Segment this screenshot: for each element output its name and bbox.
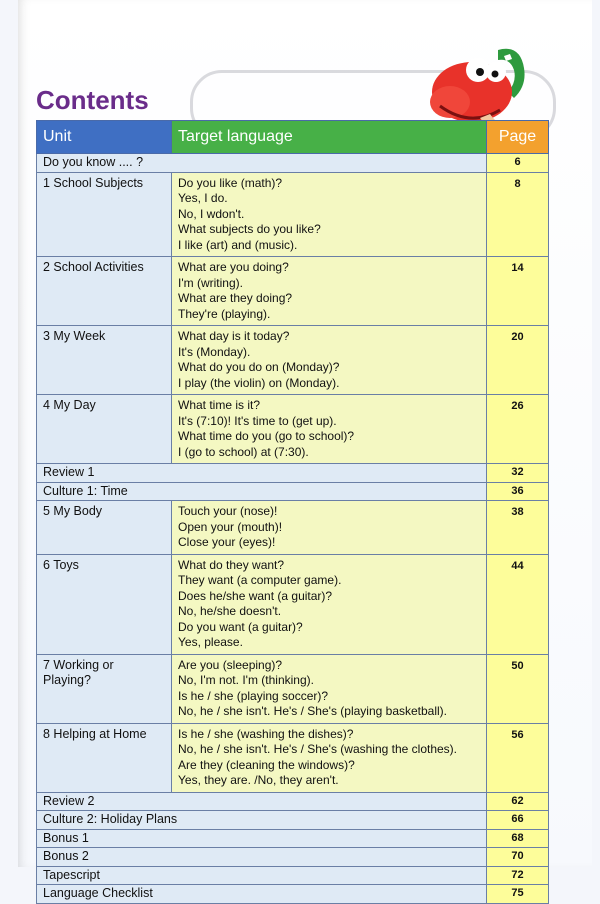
unit-title: 2 School Activities — [37, 257, 172, 326]
unit-title: 6 Toys — [37, 554, 172, 654]
target-language-line: What time do you (go to school)? — [178, 429, 355, 443]
page-number: 70 — [487, 848, 549, 867]
contents-table — [36, 120, 549, 904]
table-row — [37, 501, 549, 555]
target-language-line: Are you (sleeping)? — [178, 657, 283, 672]
target-language-line: Touch your (nose)! — [178, 504, 278, 518]
table-row — [37, 654, 549, 723]
page-number: 26 — [487, 395, 549, 464]
target-language-cell — [172, 395, 487, 464]
target-language-line: Close your (eyes)! — [178, 535, 276, 549]
page-number: 36 — [487, 482, 549, 501]
table-row — [37, 154, 549, 173]
table-row — [37, 482, 549, 501]
table-row — [37, 172, 549, 257]
unit-title: 5 My Body — [37, 501, 172, 555]
page-number: 68 — [487, 829, 549, 848]
table-row — [37, 792, 549, 811]
section-title: Do you know .... ? — [37, 154, 487, 173]
section-title: Review 1 — [37, 464, 487, 483]
target-language-line: No, he / she isn't. He's / She's (playing basketball). — [178, 704, 448, 718]
target-language-cell — [172, 257, 487, 326]
language-column-header: Target language — [172, 121, 487, 154]
page-number: 6 — [487, 154, 549, 173]
page-number: 72 — [487, 866, 549, 885]
target-language-line: No, he/she doesn't. — [178, 604, 282, 618]
target-language-line: No, I'm not. I'm (thinking). — [178, 673, 314, 687]
target-language-line: Open your (mouth)! — [178, 519, 283, 534]
unit-title: 1 School Subjects — [37, 172, 172, 257]
section-title: Bonus 2 — [37, 848, 487, 867]
section-title: Culture 1: Time — [37, 482, 487, 501]
page-number: 38 — [487, 501, 549, 555]
target-language-line: What do they want? — [178, 557, 285, 572]
page-number: 75 — [487, 885, 549, 904]
table-row — [37, 829, 549, 848]
page-number: 20 — [487, 326, 549, 395]
target-language-line: I'm (writing). — [178, 275, 243, 290]
target-language-line: What time is it? — [178, 398, 261, 412]
unit-column-header: Unit — [37, 121, 172, 154]
target-language-line: Is he / she (washing the dishes)? — [178, 726, 354, 741]
section-title: Tapescript — [37, 866, 487, 885]
target-language-cell — [172, 554, 487, 654]
table-row — [37, 723, 549, 792]
target-language-line: No, he / she isn't. He's / She's (washing the clothes). — [178, 742, 458, 756]
target-language-line: Yes, please. — [178, 635, 243, 649]
section-title: Review 2 — [37, 792, 487, 811]
target-language-line: It's (Monday). — [178, 344, 251, 359]
table-header — [37, 121, 549, 154]
target-language-line: Is he / she (playing soccer)? — [178, 688, 329, 703]
target-language-line: It's (7:10)! It's time to (get up). — [178, 413, 337, 428]
target-language-line: What day is it today? — [178, 329, 290, 343]
target-language-line: What do you do on (Monday)? — [178, 360, 340, 374]
target-language-line: Do you like (math)? — [178, 175, 283, 190]
page-number: 50 — [487, 654, 549, 723]
page-number: 62 — [487, 792, 549, 811]
target-language-line: Yes, they are. /No, they aren't. — [178, 773, 339, 787]
target-language-line: I play (the violin) on (Monday). — [178, 375, 340, 390]
target-language-line: I (go to school) at (7:30). — [178, 444, 309, 459]
target-language-line: Yes, I do. — [178, 191, 228, 205]
unit-title: 3 My Week — [37, 326, 172, 395]
target-language-line: Do you want (a guitar)? — [178, 619, 303, 634]
target-language-cell — [172, 723, 487, 792]
table-row — [37, 848, 549, 867]
page-number: 44 — [487, 554, 549, 654]
target-language-line: They want (a computer game). — [178, 573, 342, 587]
page-title: Contents — [36, 85, 149, 115]
table-row — [37, 326, 549, 395]
table-row — [37, 257, 549, 326]
unit-title: 7 Working or Playing? — [37, 654, 172, 723]
contents-body — [37, 154, 549, 904]
target-language-line: What subjects do you like? — [178, 222, 321, 236]
target-language-line: I like (art) and (music). — [178, 237, 298, 252]
target-language-line: What are you doing? — [178, 260, 289, 274]
target-language-cell — [172, 654, 487, 723]
page-number: 8 — [487, 172, 549, 257]
target-language-cell — [172, 501, 487, 555]
target-language-line: What are they doing? — [178, 291, 293, 305]
table-row — [37, 866, 549, 885]
table-row — [37, 464, 549, 483]
target-language-line: Does he/she want (a guitar)? — [178, 588, 333, 603]
target-language-line: They're (playing). — [178, 306, 271, 321]
table-row — [37, 554, 549, 654]
unit-title: 4 My Day — [37, 395, 172, 464]
page-number: 14 — [487, 257, 549, 326]
table-row — [37, 885, 549, 904]
target-language-cell — [172, 172, 487, 257]
page-number: 66 — [487, 811, 549, 830]
page-column-header: Page — [487, 121, 549, 154]
target-language-line: Are they (cleaning the windows)? — [178, 757, 355, 772]
target-language-cell — [172, 326, 487, 395]
section-title: Culture 2: Holiday Plans — [37, 811, 487, 830]
table-row — [37, 811, 549, 830]
target-language-line: No, I wdon't. — [178, 206, 245, 221]
section-title: Language Checklist — [37, 885, 487, 904]
table-row — [37, 395, 549, 464]
page-number: 32 — [487, 464, 549, 483]
page-number: 56 — [487, 723, 549, 792]
section-title: Bonus 1 — [37, 829, 487, 848]
unit-title: 8 Helping at Home — [37, 723, 172, 792]
